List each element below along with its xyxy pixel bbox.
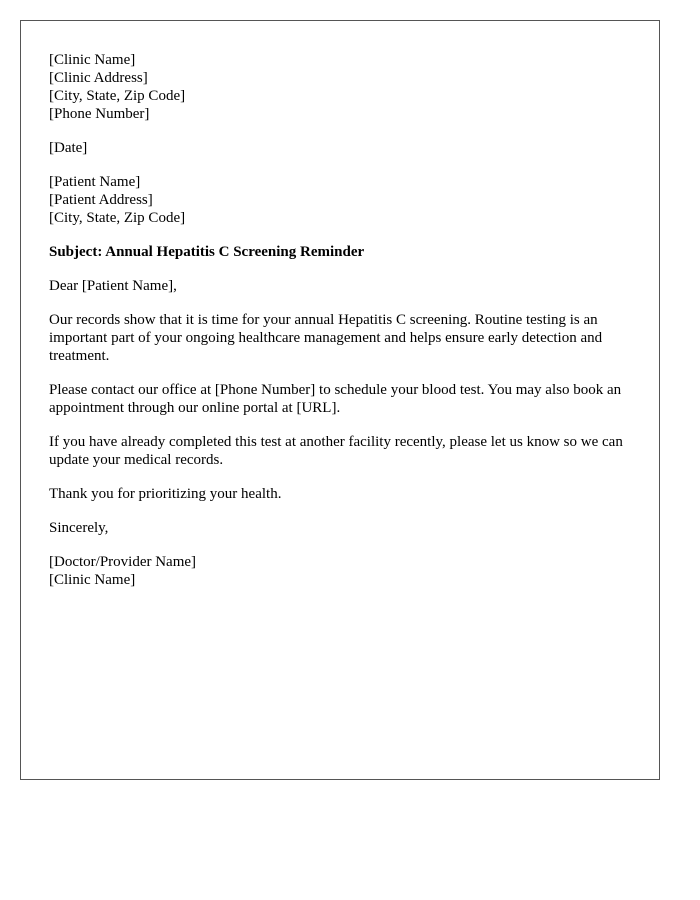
sender-clinic-name: [Clinic Name] xyxy=(49,52,136,68)
body-paragraph-3: If you have already completed this test at another facility recently, please let us know so we can update your medical records. xyxy=(49,434,623,468)
signature-clinic-name: [Clinic Name] xyxy=(49,572,136,588)
salutation: Dear [Patient Name], xyxy=(49,278,177,294)
sender-phone: [Phone Number] xyxy=(49,106,150,122)
sender-city-state-zip: [City, State, Zip Code] xyxy=(49,88,186,104)
letter-date: [Date] xyxy=(49,140,88,156)
closing: Sincerely, xyxy=(49,520,109,536)
recipient-address-block xyxy=(49,173,631,227)
body-paragraph-1: Our records show that it is time for your annual Hepatitis C screening. Routine testing is an important part of your ongoing healthcare management and helps ensure early detection and treatment. xyxy=(49,312,603,364)
signature-provider-name: [Doctor/Provider Name] xyxy=(49,554,197,570)
recipient-name: [Patient Name] xyxy=(49,174,141,190)
date-block xyxy=(49,139,631,157)
recipient-city-state-zip: [City, State, Zip Code] xyxy=(49,210,186,226)
letter-subject: Subject: Annual Hepatitis C Screening Reminder xyxy=(49,244,365,260)
sender-clinic-address: [Clinic Address] xyxy=(49,70,148,86)
body-paragraph-4: Thank you for prioritizing your health. xyxy=(49,486,282,502)
recipient-address: [Patient Address] xyxy=(49,192,153,208)
sender-address-block xyxy=(49,51,631,123)
letter-page xyxy=(20,20,660,780)
body-paragraph-2: Please contact our office at [Phone Number] to schedule your blood test. You may also book an appointment through our online portal at [URL]. xyxy=(49,382,622,416)
signature-block xyxy=(49,553,631,589)
